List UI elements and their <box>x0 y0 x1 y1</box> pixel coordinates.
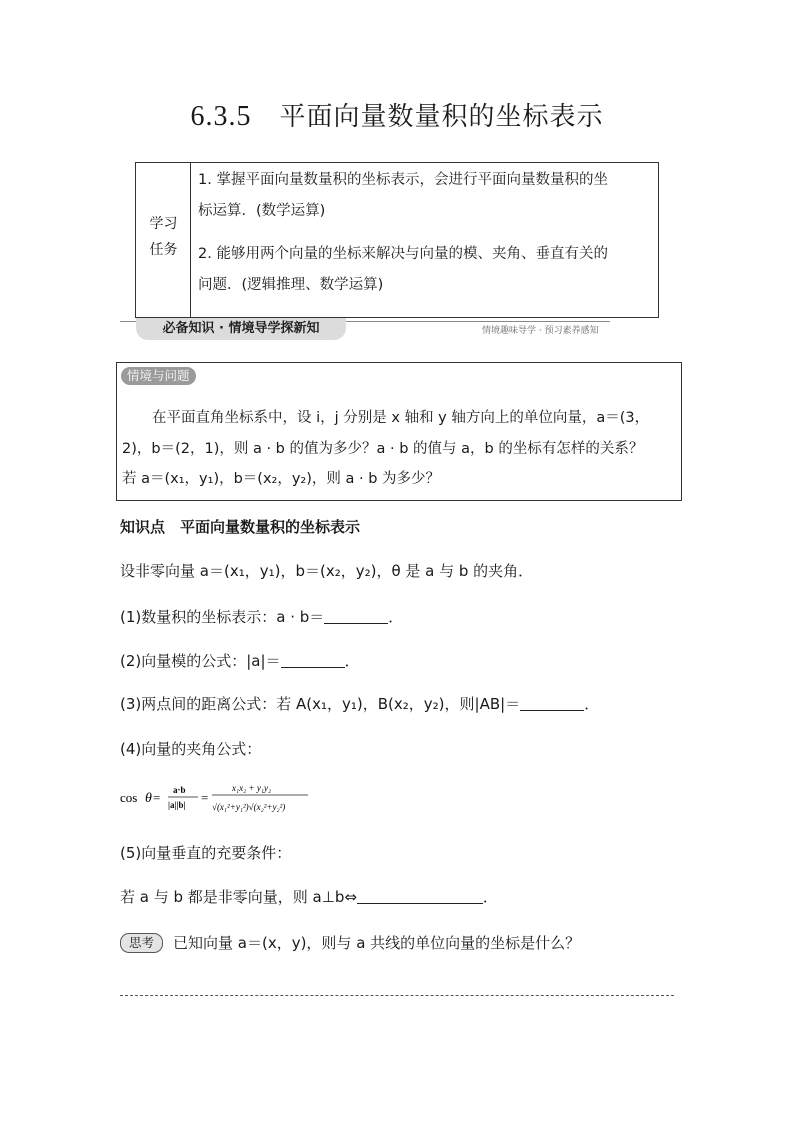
situation-tag: 情境与问题 <box>121 367 196 385</box>
think-text: 已知向量 a＝(x，y)，则与 a 共线的单位向量的坐标是什么？ <box>173 934 581 952</box>
answer-blank-2[interactable] <box>281 653 345 668</box>
answer-blank-1[interactable] <box>324 609 388 624</box>
think-question <box>120 932 580 954</box>
item-perpendicular-text: 若 a 与 b 都是非零向量，则 a⊥b⇔ <box>120 888 357 906</box>
objective-1-line-1: 1. 掌握平面向量数量积的坐标表示，会进行平面向量数量积的坐 <box>198 172 608 188</box>
svg-text:=: = <box>201 790 209 805</box>
section-title: 平面向量数量积的坐标表示 <box>279 102 604 132</box>
svg-text:√(x₁²+y₁²)√(x₂²+y₂²): √(x₁²+y₁²)√(x₂²+y₂²) <box>212 802 286 812</box>
item-dot-product-text: (1)数量积的坐标表示：a · b＝ <box>120 608 325 626</box>
situation-line-3: 若 a＝(x₁，y₁)，b＝(x₂，y₂)，则 a · b 为多少？ <box>122 471 441 487</box>
objective-2-line-1: 2. 能够用两个向量的坐标来解决与向量的模、夹角、垂直有关的 <box>198 246 608 262</box>
svg-text:|a||b|: |a||b| <box>168 800 186 810</box>
item-dot-product: (1)数量积的坐标表示：a · b＝ ． <box>120 608 404 626</box>
situation-line-2: 2)，b＝(2，1)，则 a · b 的值为多少？a · b 的值与 a，b 的坐标有怎样的关系？ <box>122 441 644 457</box>
svg-text:a·b: a·b <box>173 785 186 795</box>
item-magnitude: (2)向量模的公式：|a|＝ ． <box>120 652 360 670</box>
objective-1-line-2: 标运算．(数学运算) <box>198 203 326 219</box>
cosine-formula-graphic <box>120 780 320 820</box>
objectives-table <box>135 162 659 318</box>
knowledge-intro: 设非零向量 a＝(x₁，y₁)，b＝(x₂，y₂)，θ 是 a 与 b 的夹角． <box>120 562 534 580</box>
svg-text:=: = <box>153 790 161 805</box>
situation-line-1: 在平面直角坐标系中，设 i，j 分别是 x 轴和 y 轴方向上的单位向量，a＝(3， <box>152 410 650 426</box>
think-tag: 思考 <box>120 933 163 953</box>
item-distance: (3)两点间的距离公式：若 A(x₁，y₁)，B(x₂，y₂)，则|AB|＝ ． <box>120 695 600 713</box>
objectives-label-2: 任务 <box>149 242 178 258</box>
knowledge-heading: 知识点 平面向量数量积的坐标表示 <box>120 518 361 536</box>
section-number: 6.3.5 <box>190 101 252 132</box>
item-angle-heading: (4)向量的夹角公式： <box>120 740 262 758</box>
item-perpendicular-heading: (5)向量垂直的充要条件： <box>120 844 292 862</box>
objectives-label-cell <box>136 163 191 317</box>
objective-2-line-2: 问题．(逻辑推理、数学运算) <box>198 277 384 293</box>
svg-text:cos: cos <box>120 790 138 805</box>
banner-section-label: 必备知识 · 情境导学探新知 <box>136 318 346 340</box>
banner-subtitle: 情境趣味导学 · 预习素养感知 <box>482 326 599 336</box>
dotted-divider <box>120 995 674 996</box>
situation-box <box>116 362 682 501</box>
item-magnitude-text: (2)向量模的公式：|a|＝ <box>120 652 281 670</box>
cosine-formula <box>120 780 320 824</box>
objectives-label-1: 学习 <box>149 216 178 232</box>
svg-text:x₁x₂ + y₁y₂: x₁x₂ + y₁y₂ <box>232 783 272 793</box>
answer-blank-5[interactable] <box>357 889 483 904</box>
answer-blank-3[interactable] <box>520 696 584 711</box>
page-title <box>0 96 794 133</box>
svg-text:θ: θ <box>145 791 152 806</box>
item-perpendicular: 若 a 与 b 都是非零向量，则 a⊥b⇔ ． <box>120 888 498 906</box>
item-distance-text: (3)两点间的距离公式：若 A(x₁，y₁)，B(x₂，y₂)，则|AB|＝ <box>120 695 521 713</box>
